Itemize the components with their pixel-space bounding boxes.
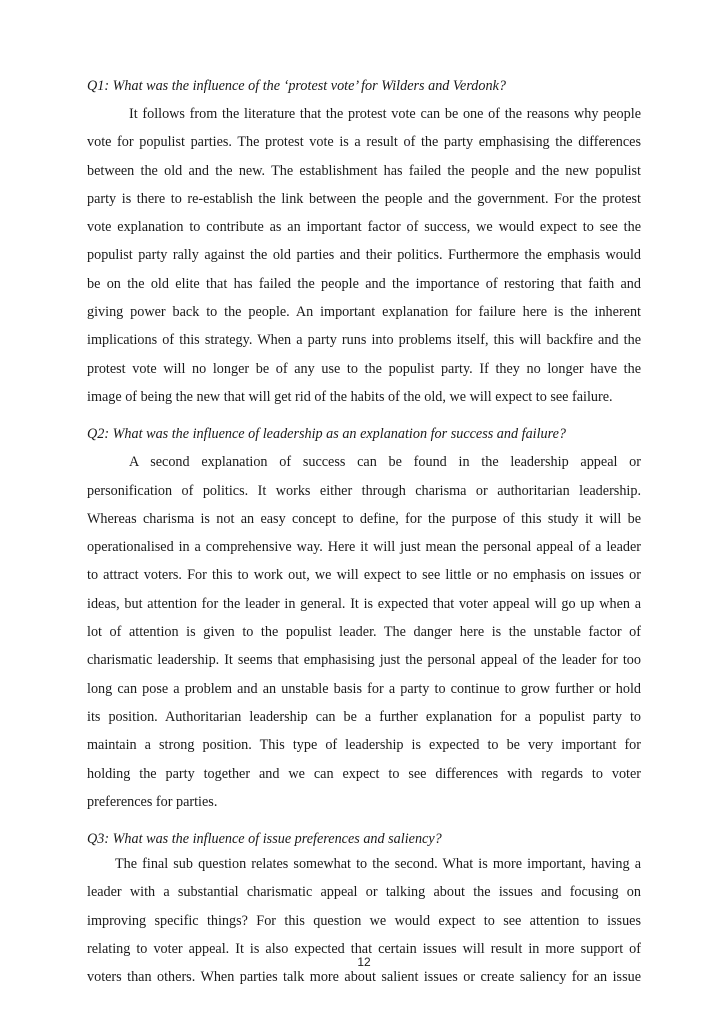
text-line: Whereas charisma is not an easy concept to define, for the purpose of this study it will be <box>87 510 641 527</box>
text-line: relating to voter appeal. It is also expected that certain issues will result in more support of <box>87 941 641 958</box>
paragraph <box>87 100 641 411</box>
text-line: implications of this strategy. When a party runs into problems itself, this will backfire and the <box>87 332 641 349</box>
text-line: preferences for parties. <box>87 793 218 810</box>
text-line: vote explanation to contribute as an important factor of success, we would expect to see the <box>87 219 641 236</box>
section-q2 <box>87 425 641 816</box>
text-line: its position. Authoritarian leadership can be a further explanation for a populist party to <box>87 708 641 725</box>
text-line: long can pose a problem and an unstable basis for a party to continue to grow further or hold <box>87 680 641 697</box>
text-line: personification of politics. It works either through charisma or authoritarian leadership. <box>87 482 641 499</box>
text-line: be on the old elite that has failed the people and the importance of restoring that faith and <box>87 275 641 292</box>
text-line: improving specific things? For this question we would expect to see attention to issues <box>87 912 641 929</box>
text-line: leader with a substantial charismatic appeal or talking about the issues and focusing on <box>87 884 641 901</box>
text-line: between the old and the new. The establishment has failed the people and the new populist <box>87 162 641 179</box>
section-q1 <box>87 77 641 411</box>
paragraph <box>87 850 641 991</box>
text-line: protest vote will no longer be of any use to the populist party. If they no longer have the <box>87 360 641 377</box>
text-line: party is there to re-establish the link between the people and the government. For the protest <box>87 190 641 207</box>
text-line: vote for populist parties. The protest vote is a result of the party emphasising the differences <box>87 134 641 151</box>
text-line: It follows from the literature that the protest vote can be one of the reasons why people <box>129 106 641 122</box>
section-heading: Q2: What was the influence of leadership as an explanation for success and failure? <box>87 426 567 443</box>
text-line: lot of attention is given to the populist leader. The danger here is the unstable factor of <box>87 624 641 641</box>
text-line: charismatic leadership. It seems that emphasising just the personal appeal of the leader for too <box>87 652 641 669</box>
text-line: giving power back to the people. An important explanation for failure here is the inherent <box>87 304 641 321</box>
text-line: A second explanation of success can be found in the leadership appeal or <box>129 454 641 471</box>
text-line: The final sub question relates somewhat to the second. What is more important, having a <box>115 856 641 873</box>
document-page <box>87 77 641 992</box>
paragraph <box>87 448 641 816</box>
text-line: operationalised in a comprehensive way. Here it will just mean the personal appeal of a leader <box>87 539 641 556</box>
text-line: to attract voters. For this to work out, we will expect to see little or no emphasis on issues or <box>87 567 641 584</box>
text-line: voters than others. When parties talk more about salient issues or create saliency for an issue <box>87 969 641 986</box>
text-line: ideas, but attention for the leader in general. It is expected that voter appeal will go up when a <box>87 595 641 612</box>
section-heading: Q3: What was the influence of issue preferences and saliency? <box>87 831 442 848</box>
page-number: 12 <box>357 955 371 969</box>
text-line: holding the party together and we can expect to see differences with regards to voter <box>87 765 641 782</box>
text-line: image of being the new that will get rid of the habits of the old, we will expect to see failure. <box>87 388 613 405</box>
text-line: maintain a strong position. This type of leadership is expected to be very important for <box>87 737 641 754</box>
text-line: populist party rally against the old parties and their politics. Furthermore the emphasis would <box>87 247 641 264</box>
section-heading: Q1: What was the influence of the ‘protest vote’ for Wilders and Verdonk? <box>87 78 506 94</box>
